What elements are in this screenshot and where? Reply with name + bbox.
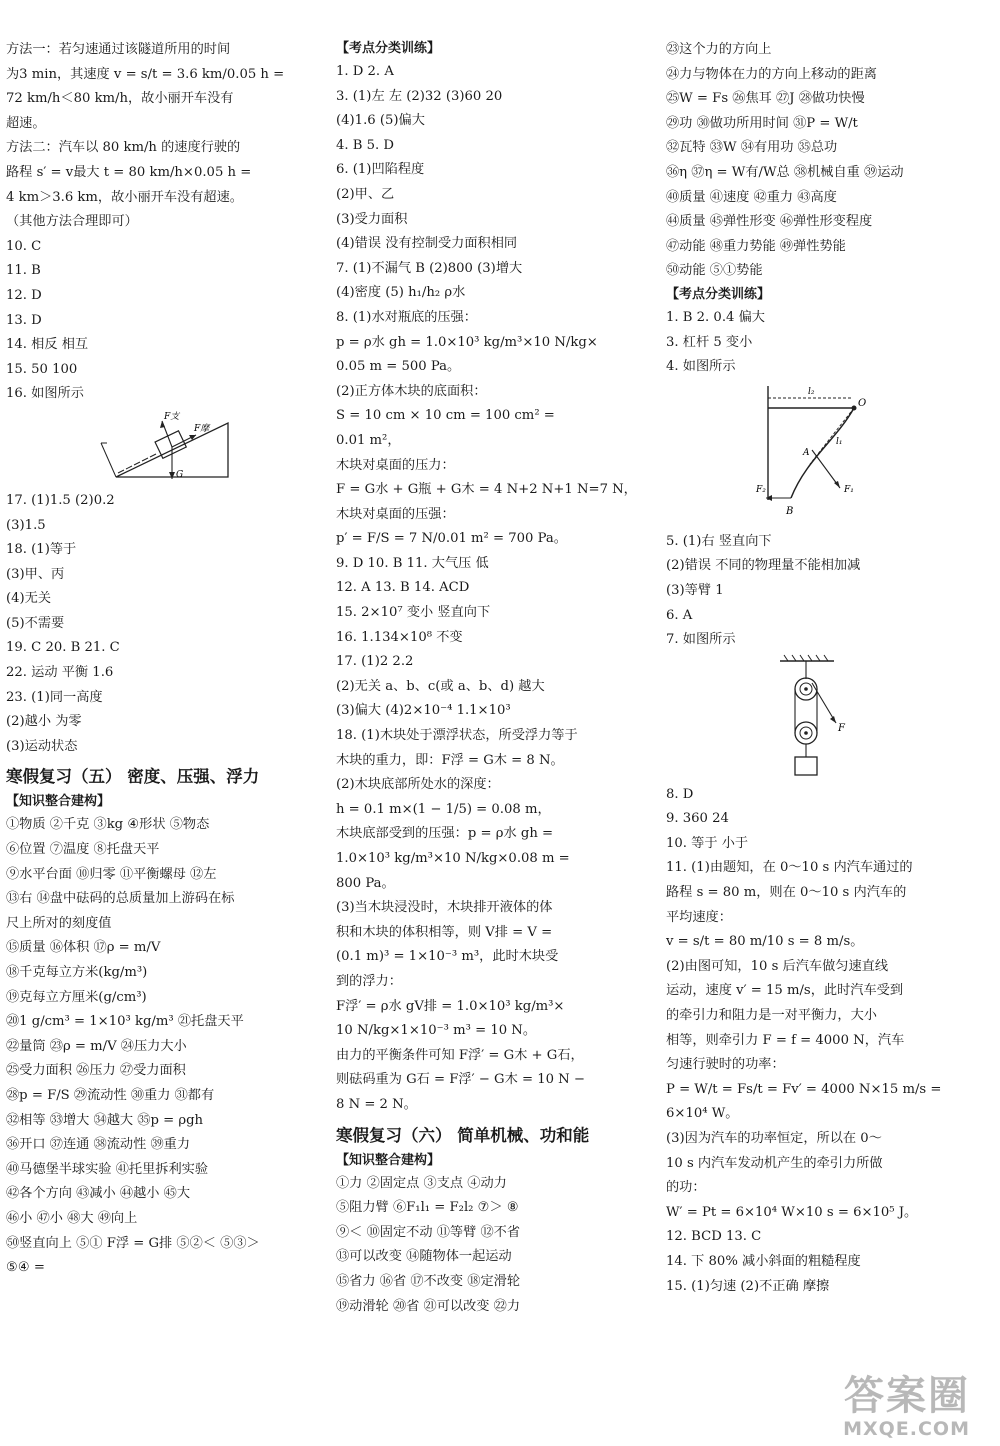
answer-line: 6. A (666, 607, 693, 623)
answer-line: F = G水 + G瓶 + G木 = 4 N+2 N+1 N=7 N， (336, 482, 637, 498)
answer-line: 5. (1)右 竖直向下 (666, 533, 772, 549)
answer-line: 3. 杠杆 5 变小 (666, 334, 753, 350)
section-title-6: 寒假复习（六） 简单机械、功和能 (336, 1125, 590, 1145)
answer-line: ⑨水平台面 ⑩归零 ⑪平衡螺母 ⑫左 (6, 866, 217, 882)
answer-line: ⑬可以改变 ⑭随物体一起运动 (336, 1249, 512, 1265)
answer-line: 木块底部受到的压强：p = ρ水 gh = (336, 826, 554, 842)
answer-line: 14. 相反 相互 (6, 337, 89, 353)
answer-line: (3)等臂 1 (666, 582, 724, 598)
watermark (843, 1374, 970, 1440)
answer-line: 4 km＞3.6 km，故小丽开车没有超速。 (6, 189, 243, 205)
answer-line: (4)错误 没有控制受力面积相同 (336, 236, 518, 252)
answer-line: 相等，则牵引力 F = f = 4000 N，汽车 (666, 1032, 905, 1048)
answer-line: (2)正方体木块的底面积： (336, 383, 487, 399)
answer-line: 则砝码重为 G石 = F浮′ − G木 = 10 N − (336, 1072, 585, 1088)
answer-line: ㉓这个力的方向上 (666, 42, 772, 57)
answer-line: (3)受力面积 (336, 211, 408, 227)
answer-line: (2)甲、乙 (336, 186, 395, 202)
answer-line: ㉔力与物体在力的方向上移动的距离 (666, 66, 877, 82)
answer-line: ⑮质量 ⑯体积 ⑰ρ = m/V (6, 940, 161, 956)
col2-block-a (336, 60, 636, 1118)
answer-line: S = 10 cm × 10 cm = 100 cm² = (336, 408, 555, 424)
answer-line: 11. (1)由题知，在 0～10 s 内汽车通过的 (666, 860, 913, 876)
answer-line: P = W/t = Fs/t = Fv′ = 4000 N×15 m/s = (666, 1081, 942, 1097)
answer-line: 12. A 13. B 14. ACD (336, 580, 470, 596)
answer-line: 18. (1)木块处于漂浮状态，所受浮力等于 (336, 728, 578, 744)
answer-line: 15. 50 100 (6, 361, 78, 377)
answer-line: 路程 s′ = v最大 t = 80 km/h×0.05 h = (6, 164, 252, 180)
answer-line: ㊱开口 ㊲连通 ㊳流动性 ㊴重力 (6, 1137, 191, 1153)
point-b-label: B (786, 505, 794, 517)
answer-line: 72 km/h＜80 km/h，故小丽开车没有 (6, 91, 234, 107)
answer-line: ㊷各个方向 ㊸减小 ㊹越小 ㊺大 (6, 1186, 191, 1202)
gravity-label: G (176, 469, 184, 480)
subsection-knowledge-6: 【知识整合建构】 (336, 1152, 441, 1168)
answer-line: 22. 运动 平衡 1.6 (6, 665, 114, 681)
answer-line: 17. (1)2 2.2 (336, 654, 414, 670)
answer-line: 1. D 2. A (336, 64, 394, 79)
pivot-o-label: O (858, 397, 867, 409)
answer-line: 平均速度： (666, 909, 732, 925)
lever-diagram (666, 380, 966, 530)
answer-line: ㉜相等 ㉝增大 ㉞越大 ㉟p = ρgh (6, 1112, 204, 1128)
answer-line: (0.1 m)³ = 1×10⁻³ m³，此时木块受 (336, 949, 559, 965)
answer-line: (4)密度 (5) h₁/h₂ ρ水 (336, 285, 466, 301)
arm-l2-label: l₂ (808, 386, 815, 397)
answer-line: 14. 下 80% 减小斜面的粗糙程度 (666, 1253, 861, 1269)
answer-line: p′ = F/S = 7 N/0.01 m² = 700 Pa。 (336, 531, 567, 547)
answer-line: 13. D (6, 312, 42, 328)
answer-line: 10. C (6, 238, 42, 254)
answer-line: 1.0×10³ kg/m³×10 N/kg×0.08 m = (336, 851, 570, 866)
answer-column-1 (6, 38, 311, 1281)
answer-line: 路程 s = 80 m，则在 0～10 s 内汽车的 (666, 885, 907, 901)
col1-block-b (6, 489, 311, 760)
answer-line: F浮′ = ρ水 gV排 = 1.0×10³ kg/m³× (336, 998, 565, 1014)
answer-line: ㊻小 ㊼小 ㊽大 ㊾向上 (6, 1210, 138, 1226)
answer-line: 9. 360 24 (666, 811, 729, 827)
answer-line: 6. (1)凹陷程度 (336, 162, 425, 178)
answer-line: 0.01 m²， (336, 432, 401, 448)
answer-line: ①力 ②固定点 ③支点 ④动力 (336, 1175, 507, 1191)
answer-line: 23. (1)同一高度 (6, 689, 103, 705)
answer-line: ⑮省力 ⑯省 ⑰不改变 ⑱定滑轮 (336, 1273, 521, 1289)
answer-line: ㊵质量 ㊶速度 ㊷重力 ㊸高度 (666, 189, 837, 205)
subsection-training-5: 【考点分类训练】 (336, 41, 441, 56)
answer-line: 运动，速度 v′ = 15 m/s，此时汽车受到 (666, 983, 904, 999)
answer-line: 16. 1.134×10⁸ 不变 (336, 629, 463, 645)
answer-line: 超速。 (6, 115, 46, 131)
answer-line: ⑤④ = (6, 1260, 45, 1276)
answer-line: 10. 等于 小于 (666, 835, 749, 851)
answer-line: 18. (1)等于 (6, 542, 77, 558)
answer-line: ⑱千克每立方米(kg/m³) (6, 965, 148, 980)
answer-line: ㊿竖直向上 ⑤① F浮 = G排 ⑤②＜ ⑤③＞ (6, 1235, 260, 1251)
friction-force-label: F摩 (194, 423, 210, 434)
watermark-logo-text: 答案圈 (844, 1373, 970, 1419)
answer-line: (2)越小 为零 (6, 714, 82, 730)
col3-block-a (666, 38, 966, 284)
answer-line: 8. D (666, 786, 694, 802)
incline-figure (6, 407, 311, 489)
lever-figure (666, 380, 966, 530)
answer-line: ⑲克每立方厘米(g/cm³) (6, 989, 147, 1005)
answer-line: 7. (1)不漏气 B (2)800 (3)增大 (336, 260, 523, 276)
answer-line: p = ρ水 gh = 1.0×10³ kg/m³×10 N/kg× (336, 334, 598, 350)
answer-line: ㊹质量 ㊺弹性形变 ㊻弹性形变程度 (666, 214, 873, 230)
answer-line: 积和木块的体积相等，则 V排 = V = (336, 924, 553, 940)
answer-line: ⑳1 g/cm³ = 1×10³ kg/m³ ㉑托盘天平 (6, 1014, 244, 1030)
answer-line: 匀速行驶时的功率： (666, 1057, 785, 1073)
answer-line: h = 0.1 m×(1 − 1/5) = 0.08 m， (336, 801, 551, 817)
answer-line: ⑬右 ⑭盘中砝码的总质量加上游码在标 (6, 891, 235, 907)
point-a-label: A (803, 447, 810, 458)
answer-line: ⑲动滑轮 ⑳省 ㉑可以改变 ㉒力 (336, 1298, 521, 1314)
col2-block-b (336, 1172, 636, 1320)
answer-line: ㊼动能 ㊽重力势能 ㊾弹性势能 (666, 238, 846, 254)
answer-line: (2)无关 a、b、c(或 a、b、d) 越大 (336, 678, 545, 694)
subsection-training-6: 【考点分类训练】 (666, 286, 771, 302)
section-title-5: 寒假复习（五） 密度、压强、浮力 (6, 767, 260, 787)
normal-force-label: F支 (164, 411, 180, 422)
col3-block-d (666, 783, 966, 1299)
answer-line: 12. D (6, 287, 42, 303)
answer-line: 0.05 m = 500 Pa。 (336, 359, 461, 375)
answer-line: ①物质 ②千克 ③kg ④形状 ⑤物态 (6, 817, 210, 833)
answer-line: ㉒量筒 ㉓ρ = m/V ㉔压力大小 (6, 1038, 187, 1054)
force-f2-label: F₂ (756, 484, 766, 495)
answer-line: 19. C 20. B 21. C (6, 640, 120, 656)
answer-line: ⑨＜ ⑩固定不动 ⑪等臂 ⑫不省 (336, 1224, 521, 1240)
answer-line: (4)1.6 (5)偏大 (336, 113, 425, 129)
answer-line: 800 Pa。 (336, 875, 395, 891)
col3-block-b (666, 306, 966, 380)
answer-line: 4. 如图所示 (666, 359, 736, 375)
answer-line: 7. 如图所示 (666, 632, 736, 648)
answer-line: (3)因为汽车的功率恒定，所以在 0～ (666, 1131, 882, 1146)
answer-line: 的功： (666, 1180, 706, 1196)
answer-line: 3. (1)左 左 (2)32 (3)60 20 (336, 88, 503, 104)
answer-line: (3)甲、丙 (6, 566, 65, 582)
answer-line: (2)木块底部所处水的深度： (336, 777, 500, 793)
answer-column-2 (336, 38, 636, 1319)
answer-line: 木块的重力，即：F浮 = G木 = 8 N。 (336, 752, 564, 768)
answer-line: 1. B 2. 0.4 偏大 (666, 309, 765, 325)
answer-line: W′ = Pt = 6×10⁴ W×10 s = 6×10⁵ J。 (666, 1204, 918, 1220)
answer-line: (3)偏大 (4)2×10⁻⁴ 1.1×10³ (336, 703, 511, 719)
answer-line: 由力的平衡条件可知 F浮′ = G木 + G石， (336, 1047, 584, 1063)
answer-line: 10 s 内汽车发动机产生的牵引力所做 (666, 1155, 883, 1171)
answer-line: ㊱η ㊲η = W有/W总 ㊳机械自重 ㊴运动 (666, 164, 904, 180)
answer-line: 木块对桌面的压力： (336, 457, 455, 473)
answer-line: 17. (1)1.5 (2)0.2 (6, 492, 115, 508)
answer-line: 8. (1)水对瓶底的压强： (336, 309, 477, 325)
answer-line: 木块对桌面的压强： (336, 506, 455, 522)
incline-diagram (6, 407, 306, 489)
answer-line: ㉜瓦特 ㉝W ㉞有用功 ㉟总功 (666, 140, 838, 156)
answer-line: 8 N = 2 N。 (336, 1096, 417, 1112)
answer-line: 15. (1)匀速 (2)不正确 摩擦 (666, 1278, 830, 1294)
answer-line: (2)错误 不同的物理量不能相加减 (666, 558, 861, 574)
answer-line: ㉕受力面积 ㉖压力 ㉗受力面积 (6, 1063, 186, 1079)
col3-block-c (666, 530, 966, 653)
answer-line: ⑥位置 ⑦温度 ⑧托盘天平 (6, 842, 160, 858)
col1-block-c (6, 813, 311, 1280)
answer-line: (2)由图可知，10 s 后汽车做匀速直线 (666, 958, 889, 974)
answer-line: v = s/t = 80 m/10 s = 8 m/s。 (666, 934, 864, 950)
answer-line: 6×10⁴ W。 (666, 1106, 739, 1122)
answer-line: 15. 2×10⁷ 变小 竖直向下 (336, 605, 491, 621)
pulley-figure (666, 653, 966, 783)
answer-line: 11. B (6, 263, 41, 279)
answer-line: ㊵马德堡半球实验 ㊶托里拆利实验 (6, 1161, 209, 1177)
answer-line: (4)无关 (6, 591, 52, 607)
answer-line: ㊿动能 ⑤①势能 (666, 263, 763, 279)
answer-line: 的牵引力和阻力是一对平衡力，大小 (666, 1008, 877, 1024)
force-f-label: F (838, 722, 845, 734)
answer-line: 方法一：若匀速通过该隧道所用的时间 (6, 42, 231, 57)
arm-l1-label: l₁ (836, 436, 843, 447)
subsection-knowledge-5: 【知识整合建构】 (6, 794, 111, 810)
answer-line: ㉙功 ㉚做功所用时间 ㉛P = W/t (666, 115, 858, 131)
pulley-diagram (666, 653, 966, 783)
force-f1-label: F₁ (844, 484, 854, 495)
col1-block-a (6, 38, 311, 407)
answer-line: ㉘p = F/S ㉙流动性 ㉚重力 ㉛都有 (6, 1087, 215, 1103)
answer-line: （其他方法合理即可） (6, 214, 138, 230)
answer-line: 到的浮力： (336, 973, 402, 989)
answer-line: 尺上所对的刻度值 (6, 915, 112, 931)
answer-line: (3)当木块浸没时，木块排开液体的体 (336, 900, 553, 916)
answer-line: (3)1.5 (6, 517, 46, 533)
answer-column-3 (666, 38, 966, 1299)
answer-line: (5)不需要 (6, 615, 65, 631)
answer-line: ⑤阻力臂 ⑥F₁l₁ = F₂l₂ ⑦＞ ⑧ (336, 1200, 519, 1216)
watermark-url: MXQE.COM (843, 1418, 970, 1440)
answer-line: 4. B 5. D (336, 137, 395, 153)
answer-line: 为3 min，其速度 v = s/t = 3.6 km/0.05 h = (6, 66, 285, 82)
answer-line: 方法二：汽车以 80 km/h 的速度行驶的 (6, 140, 241, 156)
answer-line: 9. D 10. B 11. 大气压 低 (336, 555, 489, 571)
answer-line: 12. BCD 13. C (666, 1229, 762, 1245)
answer-line: (3)运动状态 (6, 738, 78, 754)
answer-line: 16. 如图所示 (6, 386, 84, 402)
answer-line: ㉕W = Fs ㉖焦耳 ㉗J ㉘做功快慢 (666, 91, 865, 107)
answer-line: 10 N/kg×1×10⁻³ m³ = 10 N。 (336, 1023, 537, 1039)
